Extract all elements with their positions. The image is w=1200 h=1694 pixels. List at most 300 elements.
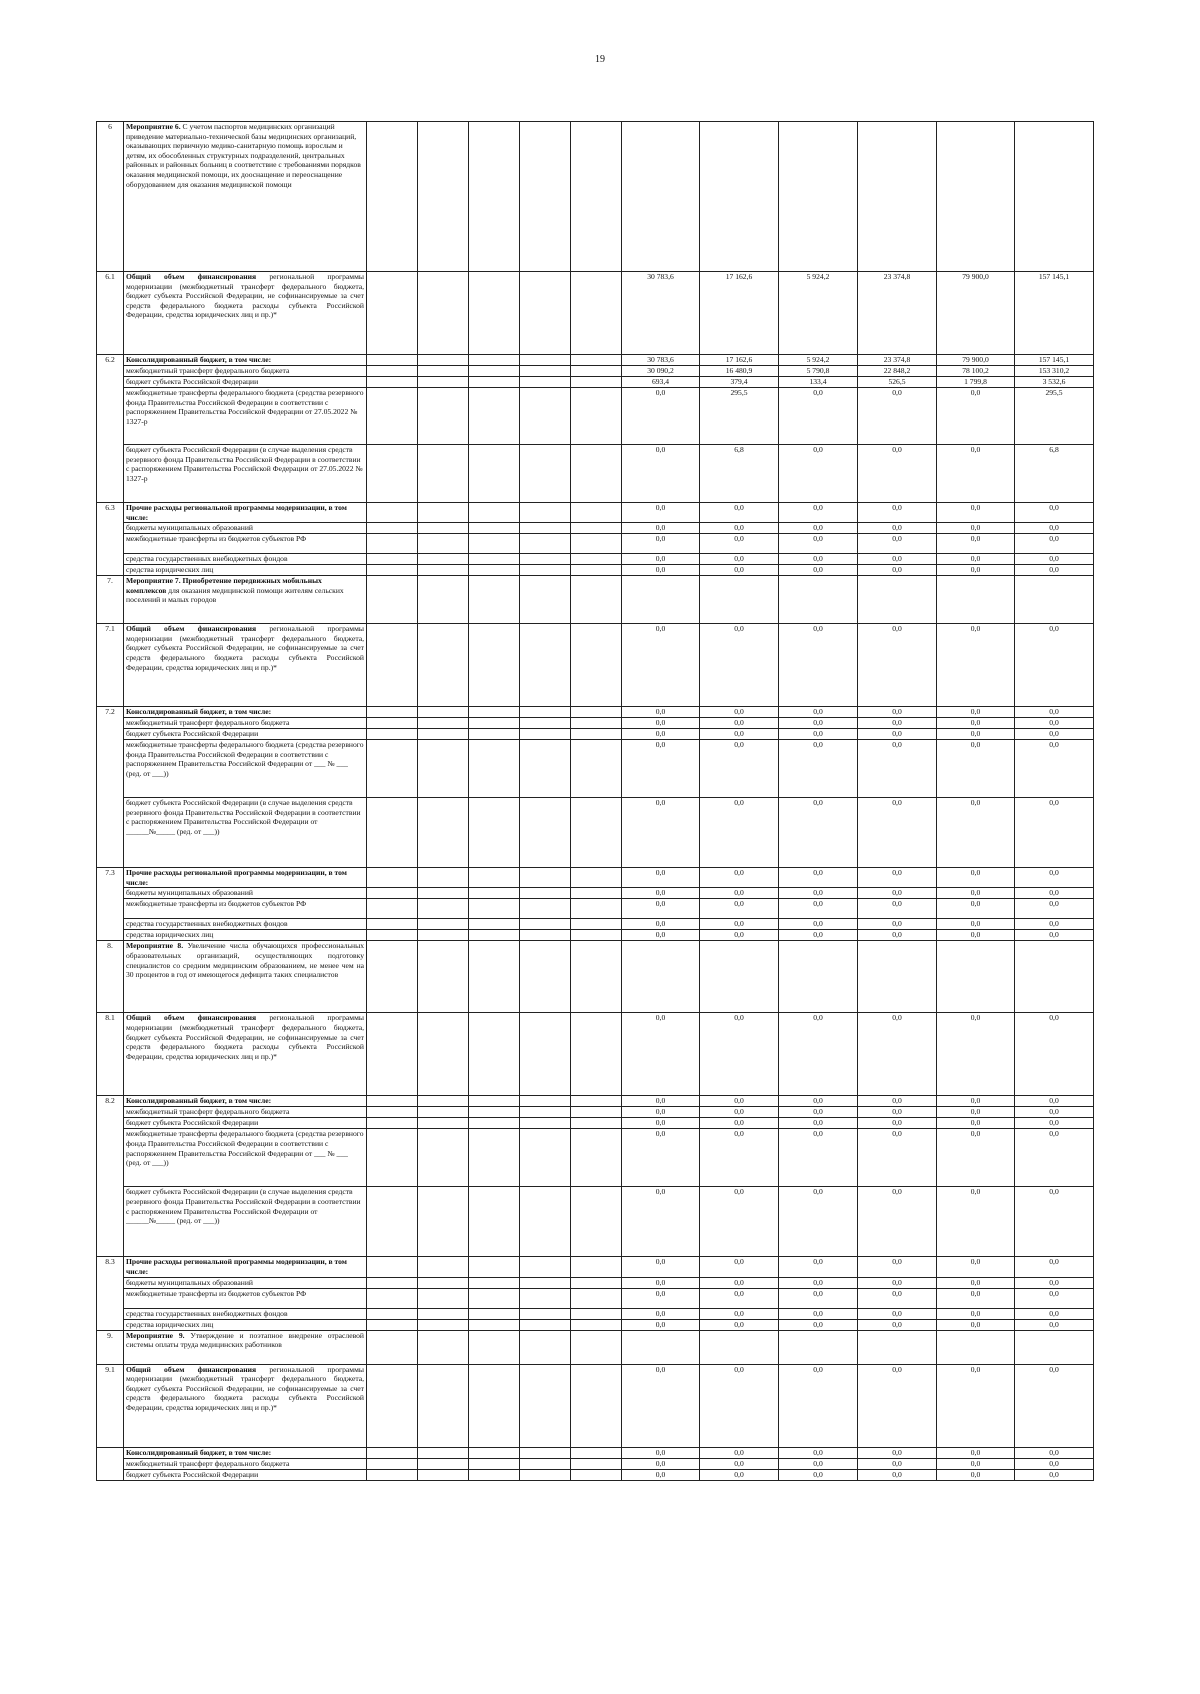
row-label: Консолидированный бюджет, в том числе: [124,1447,367,1458]
empty-cell [571,868,622,888]
value-cell [779,1330,858,1364]
value-cell: 0,0 [1015,729,1094,740]
empty-cell [418,899,469,919]
empty-cell [418,1096,469,1107]
value-cell: 0,0 [858,388,937,445]
value-cell: 0,0 [1015,930,1094,941]
value-cell: 0,0 [858,888,937,899]
table-row [97,729,1094,740]
value-cell: 23 374,8 [858,272,937,355]
table-row [97,941,1094,1013]
value-cell [622,941,700,1013]
value-cell: 0,0 [858,1107,937,1118]
table-row [97,930,1094,941]
empty-cell [469,1319,520,1330]
value-cell: 0,0 [1015,503,1094,523]
value-cell: 0,0 [858,1129,937,1187]
empty-cell [571,1118,622,1129]
table-row [97,1013,1094,1096]
value-cell: 23 374,8 [858,355,937,366]
value-cell: 0,0 [858,624,937,707]
row-number: 7. [97,576,124,624]
value-cell: 0,0 [858,1319,937,1330]
value-cell: 0,0 [1015,624,1094,707]
table-row [97,445,1094,503]
table-row [97,624,1094,707]
row-label: Консолидированный бюджет, в том числе: [124,355,367,366]
value-cell: 6,8 [700,445,779,503]
value-cell: 17 162,6 [700,355,779,366]
empty-cell [520,1288,571,1308]
value-cell: 0,0 [858,1469,937,1480]
row-label: бюджет субъекта Российской Федерации (в случае выделения средств резервного фонда Правительства Российской Федерации в соответствии с распоряжением Правительства Российской Федерации от 27.05.2022 № 1327-р [124,445,367,503]
empty-cell [571,919,622,930]
row-label: межбюджетные трансферты федерального бюджета (средства резервного фонда Правительства Российской Федерации в соответствии с распоряжением Правительства Российской Федерации от 27.05.2022 № 1327-р [124,388,367,445]
table-row [97,523,1094,534]
value-cell: 78 100,2 [937,366,1015,377]
empty-cell [520,576,571,624]
empty-cell [367,1319,418,1330]
value-cell: 0,0 [700,1118,779,1129]
table-row [97,565,1094,576]
value-cell: 0,0 [622,523,700,534]
empty-cell [367,718,418,729]
page-number: 19 [595,54,605,65]
empty-cell [520,1118,571,1129]
empty-cell [418,1187,469,1257]
empty-cell [418,366,469,377]
value-cell: 0,0 [700,1187,779,1257]
empty-cell [469,740,520,798]
value-cell: 0,0 [622,868,700,888]
empty-cell [469,272,520,355]
value-cell: 157 145,1 [1015,355,1094,366]
value-cell: 0,0 [700,718,779,729]
value-cell: 0,0 [937,1447,1015,1458]
row-label: Мероприятие 9. Утверждение и поэтапное внедрение отраслевой системы оплаты труда медицинских работников [124,1330,367,1364]
value-cell: 0,0 [1015,1364,1094,1447]
empty-cell [520,377,571,388]
table-row [97,534,1094,554]
value-cell [622,576,700,624]
empty-cell [520,1447,571,1458]
row-label: бюджет субъекта Российской Федерации [124,377,367,388]
value-cell: 0,0 [858,1118,937,1129]
value-cell: 0,0 [1015,1469,1094,1480]
value-cell: 0,0 [779,624,858,707]
empty-cell [418,1319,469,1330]
empty-cell [571,1129,622,1187]
empty-cell [520,122,571,272]
empty-cell [367,1458,418,1469]
empty-cell [367,888,418,899]
empty-cell [418,718,469,729]
value-cell: 0,0 [622,729,700,740]
value-cell: 0,0 [1015,1096,1094,1107]
value-cell: 0,0 [937,534,1015,554]
value-cell [700,122,779,272]
empty-cell [520,565,571,576]
value-cell: 0,0 [858,445,937,503]
empty-cell [418,388,469,445]
value-cell: 0,0 [622,1469,700,1480]
value-cell: 0,0 [1015,1319,1094,1330]
value-cell: 0,0 [858,565,937,576]
empty-cell [571,1107,622,1118]
empty-cell [367,1447,418,1458]
row-label: Прочие расходы региональной программы модернизации, в том числе: [124,503,367,523]
empty-cell [367,899,418,919]
empty-cell [469,355,520,366]
empty-cell [367,1277,418,1288]
value-cell: 0,0 [700,503,779,523]
empty-cell [367,1257,418,1277]
value-cell [937,576,1015,624]
value-cell: 295,5 [700,388,779,445]
empty-cell [520,355,571,366]
empty-cell [469,1447,520,1458]
row-label: бюджет субъекта Российской Федерации [124,1469,367,1480]
value-cell: 0,0 [858,899,937,919]
empty-cell [367,534,418,554]
value-cell: 0,0 [937,729,1015,740]
value-cell: 0,0 [700,565,779,576]
value-cell: 0,0 [700,1469,779,1480]
empty-cell [571,798,622,868]
value-cell: 0,0 [779,798,858,868]
value-cell [700,1330,779,1364]
table-row [97,1469,1094,1480]
value-cell: 0,0 [779,1458,858,1469]
empty-cell [469,503,520,523]
empty-cell [418,445,469,503]
value-cell: 6,8 [1015,445,1094,503]
empty-cell [469,554,520,565]
value-cell: 0,0 [700,930,779,941]
value-cell: 0,0 [937,1257,1015,1277]
empty-cell [520,707,571,718]
value-cell [937,1330,1015,1364]
empty-cell [571,534,622,554]
row-label: Общий объем финансирования региональной программы модернизации (межбюджетный трансферт федерального бюджета, бюджет субъекта Российской Федерации, не софинансируемые за счет средств федерального бюджета расходы субъекта Российской Федерации, средства юридических лиц и пр.)* [124,624,367,707]
value-cell: 0,0 [1015,899,1094,919]
value-cell: 0,0 [937,798,1015,868]
value-cell: 0,0 [858,1257,937,1277]
value-cell: 0,0 [700,868,779,888]
value-cell: 0,0 [1015,565,1094,576]
value-cell: 0,0 [700,1257,779,1277]
row-number [97,1447,124,1480]
empty-cell [418,272,469,355]
value-cell: 0,0 [779,503,858,523]
value-cell: 0,0 [779,1129,858,1187]
row-number: 6.3 [97,503,124,576]
value-cell: 0,0 [858,1447,937,1458]
empty-cell [418,122,469,272]
row-label: Консолидированный бюджет, в том числе: [124,1096,367,1107]
table-row [97,1118,1094,1129]
empty-cell [571,388,622,445]
row-label: средства государственных внебюджетных фондов [124,919,367,930]
value-cell: 0,0 [622,707,700,718]
value-cell: 0,0 [700,554,779,565]
row-number: 8. [97,941,124,1013]
empty-cell [418,1364,469,1447]
table-row [97,1277,1094,1288]
value-cell: 0,0 [700,919,779,930]
empty-cell [520,1364,571,1447]
empty-cell [418,1257,469,1277]
table-row [97,1458,1094,1469]
empty-cell [418,1330,469,1364]
value-cell: 0,0 [1015,740,1094,798]
table-row [97,503,1094,523]
row-label: средства юридических лиц [124,1319,367,1330]
empty-cell [571,1187,622,1257]
value-cell: 0,0 [937,1319,1015,1330]
value-cell: 0,0 [779,1469,858,1480]
empty-cell [418,1458,469,1469]
value-cell: 0,0 [779,718,858,729]
empty-cell [520,388,571,445]
value-cell [779,576,858,624]
value-cell: 0,0 [937,1118,1015,1129]
empty-cell [520,941,571,1013]
value-cell: 0,0 [1015,1308,1094,1319]
value-cell: 0,0 [622,1319,700,1330]
empty-cell [418,1447,469,1458]
value-cell: 0,0 [779,534,858,554]
empty-cell [571,1447,622,1458]
value-cell: 0,0 [779,554,858,565]
value-cell: 0,0 [622,1458,700,1469]
value-cell: 0,0 [858,534,937,554]
table-row [97,122,1094,272]
value-cell: 0,0 [858,718,937,729]
value-cell: 0,0 [700,1364,779,1447]
value-cell: 0,0 [937,899,1015,919]
value-cell: 0,0 [622,1129,700,1187]
value-cell: 0,0 [858,1013,937,1096]
empty-cell [520,1469,571,1480]
value-cell: 0,0 [858,798,937,868]
value-cell: 0,0 [779,740,858,798]
value-cell: 157 145,1 [1015,272,1094,355]
empty-cell [367,919,418,930]
value-cell: 0,0 [937,707,1015,718]
value-cell: 0,0 [858,1308,937,1319]
value-cell: 0,0 [937,919,1015,930]
empty-cell [571,1469,622,1480]
row-label: бюджет субъекта Российской Федерации [124,1118,367,1129]
empty-cell [418,1107,469,1118]
empty-cell [469,388,520,445]
value-cell: 0,0 [622,718,700,729]
value-cell: 0,0 [937,1277,1015,1288]
row-label: Мероприятие 8. Увеличение числа обучающихся профессиональных образовательных организаций, осуществляющих подготовку специалистов со средним медицинским образованием, не менее чем на 30 процентов в год от имеющегося дефицита таких специалистов [124,941,367,1013]
empty-cell [571,729,622,740]
value-cell: 0,0 [937,445,1015,503]
value-cell: 0,0 [779,888,858,899]
value-cell [1015,941,1094,1013]
value-cell: 0,0 [1015,1129,1094,1187]
empty-cell [520,366,571,377]
empty-cell [418,798,469,868]
empty-cell [367,445,418,503]
row-label: Прочие расходы региональной программы модернизации, в том числе: [124,868,367,888]
empty-cell [418,888,469,899]
empty-cell [571,1013,622,1096]
value-cell: 0,0 [937,503,1015,523]
empty-cell [367,1330,418,1364]
value-cell: 0,0 [622,565,700,576]
empty-cell [469,1308,520,1319]
row-label: средства юридических лиц [124,930,367,941]
empty-cell [418,1013,469,1096]
empty-cell [469,1277,520,1288]
table-row [97,919,1094,930]
value-cell: 0,0 [937,624,1015,707]
value-cell: 0,0 [858,1187,937,1257]
empty-cell [571,718,622,729]
empty-cell [571,1257,622,1277]
value-cell: 0,0 [779,1277,858,1288]
empty-cell [469,930,520,941]
empty-cell [469,729,520,740]
row-label: Консолидированный бюджет, в том числе: [124,707,367,718]
value-cell: 0,0 [1015,1277,1094,1288]
value-cell: 0,0 [858,1096,937,1107]
table-row [97,888,1094,899]
row-number: 6 [97,122,124,272]
value-cell: 133,4 [779,377,858,388]
value-cell: 0,0 [779,899,858,919]
value-cell [858,941,937,1013]
value-cell: 0,0 [1015,1187,1094,1257]
value-cell: 0,0 [1015,1447,1094,1458]
empty-cell [367,355,418,366]
value-cell [622,122,700,272]
row-label: межбюджетные трансферты федерального бюджета (средства резервного фонда Правительства Российской Федерации в соответствии с распоряжением Правительства Российской Федерации от ___ № ___ (ред. от ___)) [124,740,367,798]
empty-cell [418,503,469,523]
empty-cell [571,1096,622,1107]
empty-cell [571,565,622,576]
value-cell: 0,0 [1015,1288,1094,1308]
table-row [97,388,1094,445]
empty-cell [469,888,520,899]
empty-cell [571,523,622,534]
empty-cell [367,554,418,565]
empty-cell [367,576,418,624]
empty-cell [520,1257,571,1277]
value-cell [1015,1330,1094,1364]
empty-cell [469,1129,520,1187]
value-cell: 0,0 [622,919,700,930]
row-label: Мероприятие 7. Приобретение передвижных мобильных комплексов для оказания медицинской помощи жителям сельских поселений и малых городов [124,576,367,624]
table-row [97,1257,1094,1277]
empty-cell [520,1277,571,1288]
empty-cell [469,919,520,930]
row-number: 8.3 [97,1257,124,1330]
table-row [97,899,1094,919]
value-cell: 0,0 [1015,554,1094,565]
value-cell: 0,0 [858,868,937,888]
empty-cell [418,377,469,388]
row-number: 8.2 [97,1096,124,1257]
value-cell: 0,0 [622,388,700,445]
row-number: 7.3 [97,868,124,941]
value-cell: 0,0 [700,729,779,740]
value-cell: 0,0 [937,388,1015,445]
table-row [97,366,1094,377]
value-cell: 153 310,2 [1015,366,1094,377]
value-cell: 0,0 [700,1107,779,1118]
value-cell: 0,0 [622,888,700,899]
empty-cell [418,355,469,366]
row-number: 6.1 [97,272,124,355]
value-cell: 0,0 [937,888,1015,899]
empty-cell [571,1319,622,1330]
row-label: межбюджетные трансферты из бюджетов субъектов РФ [124,899,367,919]
row-label: бюджеты муниципальных образований [124,888,367,899]
value-cell: 0,0 [779,919,858,930]
value-cell: 0,0 [700,1013,779,1096]
empty-cell [367,565,418,576]
empty-cell [571,1288,622,1308]
value-cell: 0,0 [937,1308,1015,1319]
value-cell: 5 790,8 [779,366,858,377]
value-cell: 0,0 [1015,798,1094,868]
empty-cell [520,1129,571,1187]
value-cell: 0,0 [622,1288,700,1308]
row-number: 9.1 [97,1364,124,1447]
empty-cell [418,729,469,740]
table-row [97,1187,1094,1257]
value-cell: 693,4 [622,377,700,388]
table-row [97,1096,1094,1107]
row-number: 9. [97,1330,124,1364]
empty-cell [418,1277,469,1288]
empty-cell [571,707,622,718]
value-cell: 0,0 [622,930,700,941]
value-cell: 295,5 [1015,388,1094,445]
value-cell: 0,0 [622,534,700,554]
empty-cell [367,930,418,941]
empty-cell [469,798,520,868]
row-label: межбюджетные трансферты федерального бюджета (средства резервного фонда Правительства Российской Федерации в соответствии с распоряжением Правительства Российской Федерации от ___ № ___ (ред. от ___)) [124,1129,367,1187]
empty-cell [520,868,571,888]
empty-cell [469,1013,520,1096]
row-label: средства государственных внебюджетных фондов [124,554,367,565]
value-cell: 0,0 [858,1277,937,1288]
row-label: бюджет субъекта Российской Федерации [124,729,367,740]
value-cell: 0,0 [779,1013,858,1096]
row-label: средства юридических лиц [124,565,367,576]
empty-cell [469,445,520,503]
empty-cell [571,888,622,899]
value-cell: 0,0 [937,1107,1015,1118]
table-row [97,740,1094,798]
value-cell: 0,0 [622,1013,700,1096]
row-label: Прочие расходы региональной программы модернизации, в том числе: [124,1257,367,1277]
value-cell: 0,0 [937,554,1015,565]
empty-cell [367,503,418,523]
empty-cell [367,941,418,1013]
empty-cell [571,554,622,565]
value-cell: 0,0 [1015,888,1094,899]
value-cell: 0,0 [1015,1458,1094,1469]
value-cell: 0,0 [1015,868,1094,888]
